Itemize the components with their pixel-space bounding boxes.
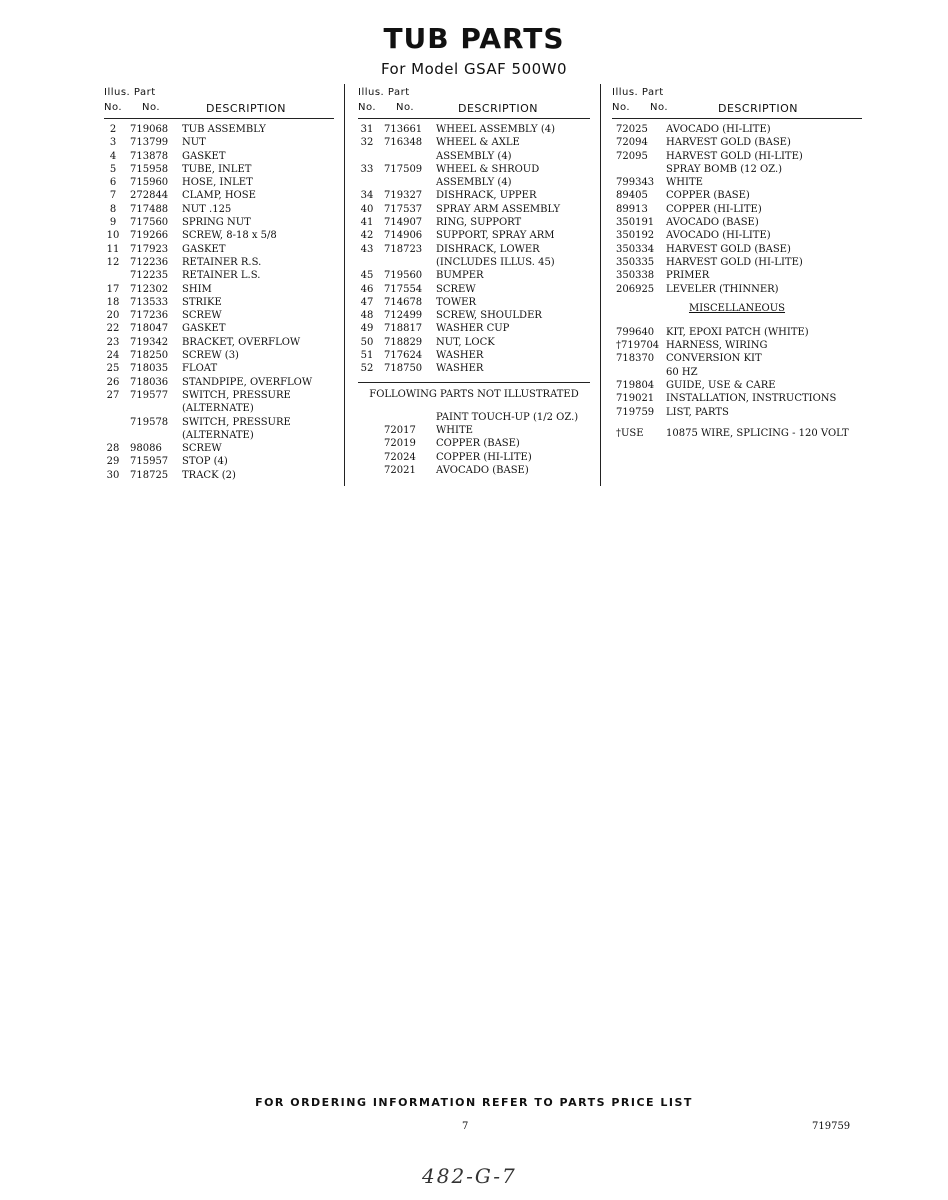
table-row (104, 442, 334, 455)
illus-number: 4 (109, 150, 117, 162)
part-description: DISHRACK, UPPER (436, 190, 537, 202)
illus-number: 48 (360, 310, 374, 322)
illus-number: 11 (106, 243, 120, 255)
column-divider (344, 84, 345, 486)
illus-number: 17 (106, 283, 120, 295)
header-illus-part: Illus. Part (358, 87, 410, 98)
part-description: STOP (4) (182, 456, 228, 468)
part-description: WHEEL & AXLE (436, 137, 520, 149)
header-no: No. (358, 102, 377, 113)
part-number: 89913 (616, 203, 648, 215)
parts-column-1 (104, 84, 334, 482)
header-no: No. (104, 102, 123, 113)
table-row (612, 406, 862, 419)
part-description: SHIM (182, 283, 212, 295)
table-row (104, 362, 334, 375)
part-description: TUBE, INLET (182, 163, 252, 175)
illus-number: 20 (106, 310, 120, 322)
part-number: 72095 (616, 150, 648, 162)
table-row (104, 189, 334, 202)
table-row (104, 469, 334, 482)
part-number: 718725 (130, 469, 169, 481)
table-row (104, 163, 334, 176)
illus-number: 23 (106, 336, 120, 348)
table-row (104, 416, 334, 429)
part-description: GASKET (182, 323, 226, 335)
illus-number: 12 (106, 256, 120, 268)
part-description: WHITE (666, 177, 703, 189)
part-number: 718723 (384, 243, 423, 255)
table-row (612, 366, 862, 379)
table-row (104, 203, 334, 216)
part-description: NUT (182, 137, 206, 149)
table-row (358, 411, 590, 424)
part-number: 718829 (384, 336, 423, 348)
part-number: 717560 (130, 217, 169, 229)
table-row (358, 322, 590, 335)
page-title: TUB PARTS (383, 22, 565, 55)
part-description: 60 HZ (666, 366, 698, 378)
part-description: HARNESS, WIRING (666, 340, 768, 352)
part-number: 718370 (616, 353, 655, 365)
handwritten-note: 482-G-7 (422, 1164, 517, 1188)
part-description: INSTALLATION, INSTRUCTIONS (666, 393, 837, 405)
part-number: 718047 (130, 323, 169, 335)
table-row (612, 379, 862, 392)
part-number: 350334 (616, 243, 655, 255)
parts-list (612, 119, 862, 296)
table-row (358, 424, 590, 437)
table-row (612, 392, 862, 405)
table-row (358, 283, 590, 296)
part-description: CONVERSION KIT (666, 353, 762, 365)
illus-number: 29 (106, 456, 120, 468)
part-number: 712302 (130, 283, 169, 295)
parts-column-2 (358, 84, 590, 477)
part-description: WHITE (436, 424, 473, 436)
part-number: 717488 (130, 203, 169, 215)
part-number: 350335 (616, 256, 655, 268)
part-description: COPPER (BASE) (666, 190, 750, 202)
table-row (104, 229, 334, 242)
part-description: COPPER (HI-LITE) (666, 203, 762, 215)
illus-number: 41 (360, 217, 374, 229)
part-number: 719577 (130, 389, 169, 401)
part-description: WASHER CUP (436, 323, 510, 335)
not-illustrated-note: FOLLOWING PARTS NOT ILLUSTRATED (358, 382, 590, 407)
part-description: STANDPIPE, OVERFLOW (182, 376, 313, 388)
table-row (104, 216, 334, 229)
part-number: 98086 (130, 443, 162, 455)
table-row (612, 216, 862, 229)
table-row (358, 243, 590, 256)
table-row (104, 389, 334, 402)
table-row (612, 339, 862, 352)
part-number: 799343 (616, 177, 655, 189)
part-description: SUPPORT, SPRAY ARM (436, 230, 555, 242)
table-row (358, 349, 590, 362)
part-description: STRIKE (182, 296, 222, 308)
illus-number: 33 (360, 163, 374, 175)
part-number: 714907 (384, 217, 423, 229)
illus-number: 43 (360, 243, 374, 255)
table-row (104, 322, 334, 335)
part-description: COPPER (BASE) (436, 438, 520, 450)
part-description: NUT, LOCK (436, 336, 495, 348)
part-description: LEVELER (THINNER) (666, 283, 779, 295)
part-description: HARVEST GOLD (BASE) (666, 243, 791, 255)
part-description: ASSEMBLY (4) (436, 150, 512, 162)
column-header (104, 84, 334, 119)
part-number: 718817 (384, 323, 423, 335)
part-number: 718750 (384, 363, 423, 375)
table-row (104, 349, 334, 362)
part-description: NUT .125 (182, 203, 232, 215)
part-number: 716348 (384, 137, 423, 149)
misc-heading: MISCELLANEOUS (688, 302, 786, 314)
illus-number: 25 (106, 363, 120, 375)
table-row (612, 136, 862, 149)
part-number: 715957 (130, 456, 169, 468)
part-description: (ALTERNATE) (182, 429, 254, 441)
table-row (612, 203, 862, 216)
illus-number: 40 (360, 203, 374, 215)
part-description: PRIMER (666, 270, 710, 282)
illus-number: 42 (360, 230, 374, 242)
header-part-no: No. (396, 102, 415, 113)
part-description: SPRAY BOMB (12 OZ.) (666, 163, 783, 175)
illus-number: 27 (106, 389, 120, 401)
part-number: 717624 (384, 350, 423, 362)
part-number: 718035 (130, 363, 169, 375)
part-description: TRACK (2) (182, 469, 236, 481)
part-description: RING, SUPPORT (436, 217, 522, 229)
part-description: SCREW (436, 283, 476, 295)
part-description: COPPER (HI-LITE) (436, 451, 532, 463)
table-row (358, 229, 590, 242)
part-number: 713533 (130, 296, 169, 308)
part-number: 715960 (130, 177, 169, 189)
header-part-no: No. (142, 102, 161, 113)
part-number: 715958 (130, 163, 169, 175)
part-description: FLOAT (182, 363, 218, 375)
part-description: SCREW, SHOULDER (436, 310, 542, 322)
part-number: 719560 (384, 270, 423, 282)
table-row (104, 150, 334, 163)
part-number: 719021 (616, 393, 655, 405)
illus-number: 5 (109, 163, 117, 175)
header-description: DESCRIPTION (718, 102, 798, 115)
table-row (358, 176, 590, 189)
page-subtitle: For Model GSAF 500W0 (380, 60, 568, 78)
illus-number: 28 (106, 443, 120, 455)
illus-number: 10 (106, 230, 120, 242)
part-description: SCREW (3) (182, 350, 239, 362)
parts-column-3 (612, 84, 862, 440)
part-number: †USE (616, 427, 644, 439)
table-row (612, 150, 862, 163)
part-description: HARVEST GOLD (HI-LITE) (666, 256, 803, 268)
table-row (358, 336, 590, 349)
part-description: TOWER (436, 296, 476, 308)
part-description: (INCLUDES ILLUS. 45) (436, 256, 555, 268)
part-description: LIST, PARTS (666, 406, 729, 418)
part-description: AVOCADO (HI-LITE) (666, 230, 771, 242)
table-row (104, 256, 334, 269)
illus-number: 8 (109, 203, 117, 215)
part-number: 719266 (130, 230, 169, 242)
illus-number: 52 (360, 363, 374, 375)
part-number: 72094 (616, 137, 648, 149)
part-description: SCREW, 8-18 x 5/8 (182, 230, 277, 242)
ordering-note: FOR ORDERING INFORMATION REFER TO PARTS PRICE LIST (255, 1096, 693, 1109)
part-number: 719759 (616, 406, 655, 418)
table-row (104, 283, 334, 296)
part-number: 350338 (616, 270, 655, 282)
illus-number: 47 (360, 296, 374, 308)
part-description: SWITCH, PRESSURE (182, 416, 291, 428)
parts-list-not-illustrated (358, 407, 590, 477)
table-row (358, 451, 590, 464)
part-description: SPRING NUT (182, 217, 251, 229)
header-illus-part: Illus. Part (612, 87, 664, 98)
table-row (358, 269, 590, 282)
part-description: RETAINER L.S. (182, 270, 261, 282)
part-number: 350192 (616, 230, 655, 242)
part-number: 717554 (384, 283, 423, 295)
illus-number: 6 (109, 177, 117, 189)
part-number: 89405 (616, 190, 648, 202)
part-description: GUIDE, USE & CARE (666, 380, 776, 392)
part-number: 719068 (130, 124, 169, 135)
table-row (104, 176, 334, 189)
illus-number: 18 (106, 296, 120, 308)
table-row (612, 176, 862, 189)
parts-list-misc (612, 322, 862, 419)
table-row (612, 283, 862, 296)
part-number: 272844 (130, 190, 169, 202)
illus-number: 50 (360, 336, 374, 348)
table-row (358, 296, 590, 309)
table-row (612, 163, 862, 176)
part-description: PAINT TOUCH-UP (1/2 OZ.) (436, 411, 579, 423)
parts-list (104, 119, 334, 482)
illus-number: 7 (109, 190, 117, 202)
part-number: 713878 (130, 150, 169, 162)
part-description: HARVEST GOLD (BASE) (666, 137, 791, 149)
illus-number: 32 (360, 137, 374, 149)
part-description: 10875 WIRE, SPLICING - 120 VOLT (666, 427, 849, 439)
part-description: AVOCADO (BASE) (666, 217, 759, 229)
table-row (612, 243, 862, 256)
illus-number: 46 (360, 283, 374, 295)
table-row (104, 123, 334, 136)
part-number: 712499 (384, 310, 423, 322)
table-row (612, 269, 862, 282)
illus-number: 31 (360, 124, 374, 135)
table-row (104, 243, 334, 256)
illus-number: 26 (106, 376, 120, 388)
part-number: 717236 (130, 310, 169, 322)
header-illus-part: Illus. Part (104, 87, 156, 98)
table-row (358, 256, 590, 269)
table-row (358, 123, 590, 136)
part-description: ASSEMBLY (4) (436, 177, 512, 189)
table-row (358, 362, 590, 375)
table-row (612, 189, 862, 202)
part-description: TUB ASSEMBLY (182, 124, 266, 135)
parts-list (358, 119, 590, 376)
part-description: CLAMP, HOSE (182, 190, 256, 202)
part-number: 72017 (384, 424, 416, 436)
illus-number: 49 (360, 323, 374, 335)
part-description: SWITCH, PRESSURE (182, 389, 291, 401)
table-row (104, 336, 334, 349)
table-row (358, 203, 590, 216)
part-number: 714678 (384, 296, 423, 308)
part-description: WHEEL ASSEMBLY (4) (436, 124, 555, 135)
illus-number: 30 (106, 469, 120, 481)
part-number: 718250 (130, 350, 169, 362)
header-part-no: No. (650, 102, 669, 113)
table-row (612, 256, 862, 269)
part-description: WASHER (436, 363, 484, 375)
part-number: 718036 (130, 376, 169, 388)
header-no: No. (612, 102, 631, 113)
part-description: BUMPER (436, 270, 484, 282)
page-number: 7 (462, 1121, 469, 1132)
part-number: 717537 (384, 203, 423, 215)
part-number: 717923 (130, 243, 169, 255)
table-row (104, 429, 334, 442)
part-number: 72024 (384, 451, 416, 463)
table-row (612, 352, 862, 365)
table-row (104, 402, 334, 415)
table-row (104, 136, 334, 149)
table-row (104, 309, 334, 322)
part-number: †719704 (616, 340, 660, 352)
part-number: 72021 (384, 464, 416, 476)
column-divider (600, 84, 601, 486)
illus-number: 2 (109, 124, 117, 135)
table-row (358, 464, 590, 477)
part-description: SCREW (182, 443, 222, 455)
part-number: 713661 (384, 124, 423, 135)
document-number: 719759 (812, 1121, 851, 1132)
header-description: DESCRIPTION (206, 102, 286, 115)
part-description: BRACKET, OVERFLOW (182, 336, 301, 348)
table-row (358, 189, 590, 202)
table-row (358, 216, 590, 229)
part-description: SCREW (182, 310, 222, 322)
part-number: 72025 (616, 124, 648, 135)
table-row (104, 296, 334, 309)
part-description: AVOCADO (HI-LITE) (666, 124, 771, 135)
part-description: AVOCADO (BASE) (436, 464, 529, 476)
part-number: 206925 (616, 283, 655, 295)
part-number: 719578 (130, 416, 169, 428)
part-description: SPRAY ARM ASSEMBLY (436, 203, 561, 215)
header-description: DESCRIPTION (458, 102, 538, 115)
table-row (358, 437, 590, 450)
column-header (612, 84, 862, 119)
illus-number: 24 (106, 350, 120, 362)
part-description: HARVEST GOLD (HI-LITE) (666, 150, 803, 162)
part-number: 799640 (616, 326, 655, 338)
illus-number: 9 (109, 217, 117, 229)
part-description: GASKET (182, 243, 226, 255)
table-row (358, 163, 590, 176)
illus-number: 3 (109, 137, 117, 149)
part-number: 719804 (616, 380, 655, 392)
part-number: 719327 (384, 190, 423, 202)
part-description: DISHRACK, LOWER (436, 243, 540, 255)
part-number: 350191 (616, 217, 655, 229)
part-number: 712235 (130, 270, 169, 282)
column-header (358, 84, 590, 119)
illus-number: 22 (106, 323, 120, 335)
illus-number: 51 (360, 350, 374, 362)
table-row (612, 229, 862, 242)
illus-number: 45 (360, 270, 374, 282)
part-number: 719342 (130, 336, 169, 348)
part-number: 72019 (384, 438, 416, 450)
table-row (358, 150, 590, 163)
part-description: HOSE, INLET (182, 177, 253, 189)
part-number: 714906 (384, 230, 423, 242)
table-row (104, 455, 334, 468)
part-description: (ALTERNATE) (182, 403, 254, 415)
part-description: RETAINER R.S. (182, 256, 262, 268)
part-number: 712236 (130, 256, 169, 268)
part-description: GASKET (182, 150, 226, 162)
table-row (358, 136, 590, 149)
table-row (104, 269, 334, 282)
part-description: WASHER (436, 350, 484, 362)
part-number: 717509 (384, 163, 423, 175)
table-row (612, 427, 862, 440)
table-row (612, 123, 862, 136)
part-number: 713799 (130, 137, 169, 149)
illus-number: 34 (360, 190, 374, 202)
table-row (612, 326, 862, 339)
table-row (104, 376, 334, 389)
table-row (358, 309, 590, 322)
part-description: KIT, EPOXI PATCH (WHITE) (666, 326, 809, 338)
part-description: WHEEL & SHROUD (436, 163, 540, 175)
